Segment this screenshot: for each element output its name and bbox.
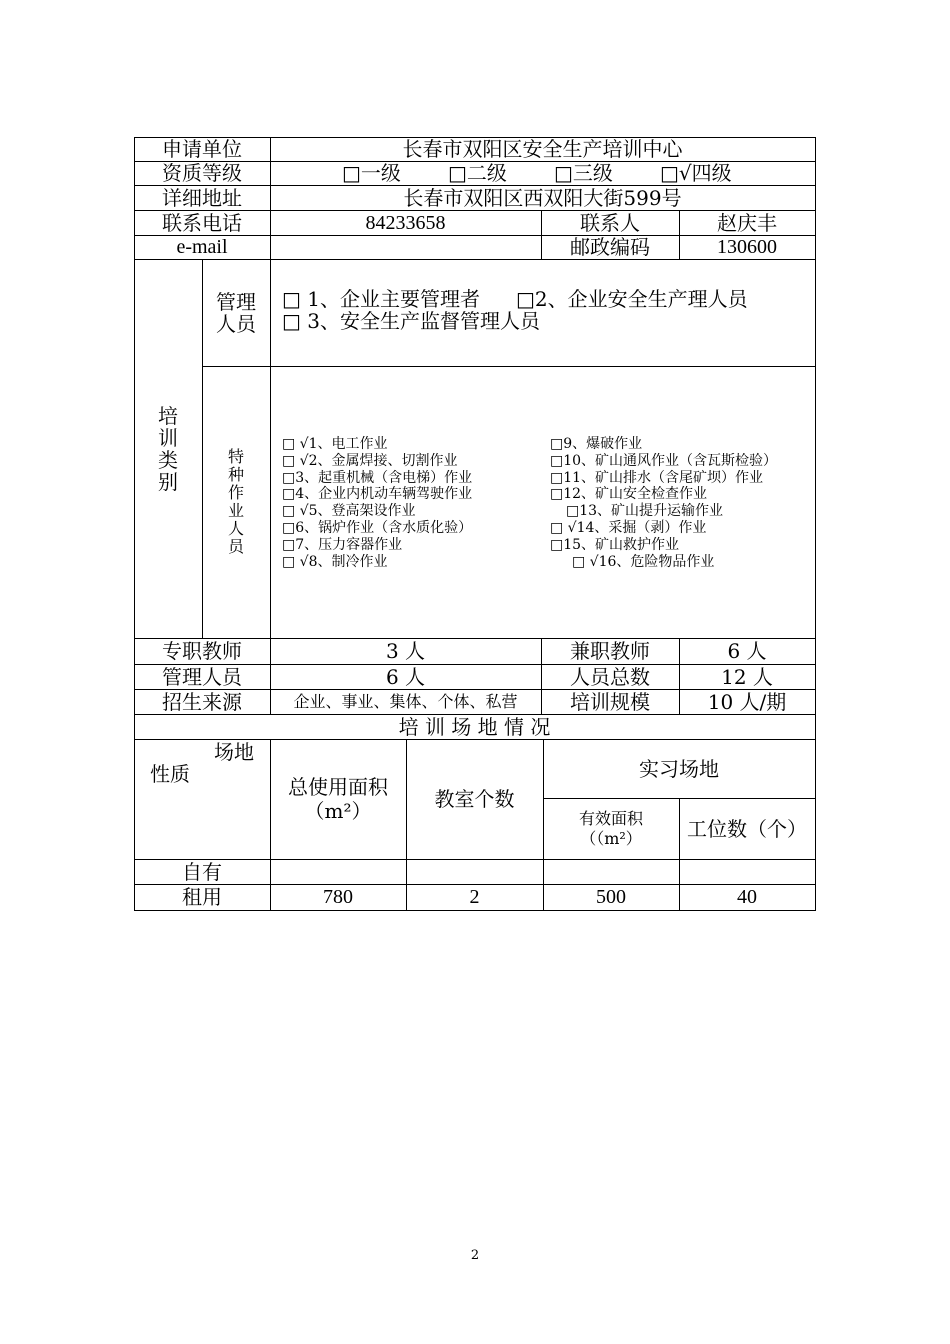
special-item: □12、矿山安全检查作业: [550, 486, 708, 503]
training-category-label: 培 训 类 别: [158, 403, 178, 494]
special-operations-left-list: [282, 436, 472, 570]
parttime-teachers-label: 兼职教师: [570, 639, 650, 663]
special-item: □10、矿山通风作业（含瓦斯检验）: [550, 452, 778, 469]
special-item: □11、矿山排水（含尾矿坝）作业: [550, 469, 764, 486]
contact-value: 赵庆丰: [717, 210, 777, 235]
special-operations-right-list: [550, 436, 777, 570]
special-item: □ √2、金属焊接、切割作业: [282, 452, 458, 469]
special-item: □9、爆破作业: [550, 436, 643, 452]
admin-staff-value: 6 人: [385, 664, 426, 689]
address-value: 长春市双阳区西双阳大街599号: [403, 185, 682, 210]
special-item: □ √16、危险物品作业: [572, 553, 715, 570]
contact-label: 联系人: [580, 210, 640, 235]
site-corner-bottom: 性质: [150, 762, 190, 786]
applicant-value: 长春市双阳区安全生产培训中心: [402, 137, 683, 161]
qualification-level-2: □二级: [448, 161, 507, 185]
special-item: □7、压力容器作业: [282, 536, 403, 553]
total-staff-label: 人员总数: [570, 664, 650, 689]
admin-staff-label: 管理人员: [162, 664, 242, 689]
management-option-3: □ 3、安全生产监督管理人员: [282, 309, 540, 333]
special-item: □15、矿山救护作业: [550, 536, 680, 553]
total-staff-value: 12 人: [721, 664, 773, 689]
enrollment-source-value: 企业、事业、集体、个体、私营: [293, 691, 518, 711]
site-row-rented-classrooms: 2: [469, 886, 480, 908]
qualification-options: [270, 161, 815, 185]
management-personnel-label: 管理 人员: [216, 289, 256, 336]
special-item: □6、锅炉作业（含水质化验）: [282, 519, 473, 536]
effective-area-header: 有效面积 （（m²）: [578, 808, 643, 848]
site-row-owned-stations: [679, 859, 815, 884]
fulltime-teachers-value: 3 人: [385, 639, 426, 663]
site-row-rented-label: 租用: [182, 885, 222, 909]
training-scale-label: 培训规模: [570, 689, 650, 714]
page-number: 2: [470, 1248, 480, 1263]
enrollment-source-label: 招生来源: [162, 689, 242, 714]
site-row-rented-area: 780: [323, 886, 353, 908]
site-corner-top: 场地: [214, 740, 254, 764]
qualification-level-4: □√四级: [660, 161, 732, 185]
qualification-label: 资质等级: [162, 161, 242, 185]
special-item: □ √14、采掘（剥）作业: [550, 519, 707, 536]
site-row-owned-effective: [543, 859, 679, 884]
email-value: [270, 235, 541, 259]
special-item: □4、企业内机动车辆驾驶作业: [282, 486, 473, 503]
qualification-level-3: □三级: [554, 161, 613, 185]
postcode-label: 邮政编码: [570, 235, 650, 259]
parttime-teachers-value: 6 人: [727, 639, 767, 663]
training-scale-value: 10 人/期: [707, 689, 787, 714]
practice-site-header: 实习场地: [639, 756, 719, 781]
area-header: 总使用面积 （m²）: [288, 775, 388, 823]
postcode-value: 130600: [717, 236, 777, 258]
site-row-rented-effective: 500: [596, 886, 626, 908]
management-options: [270, 288, 815, 338]
site-row-owned-label: 自有: [182, 859, 222, 884]
qualification-level-1: □一级: [342, 161, 401, 185]
special-item: □13、矿山提升运输作业: [566, 503, 724, 520]
site-row-owned-classrooms: [406, 859, 543, 884]
special-item: □ √5、登高架设作业: [282, 503, 416, 520]
phone-label: 联系电话: [162, 210, 242, 235]
address-label: 详细地址: [162, 185, 242, 210]
applicant-label: 申请单位: [162, 137, 242, 161]
special-item: □ √1、电工作业: [282, 436, 388, 452]
classroom-count-header: 教室个数: [434, 787, 515, 811]
site-row-rented-stations: 40: [737, 886, 757, 908]
work-stations-header: 工位数（个）: [687, 816, 807, 841]
site-row-owned-area: [270, 859, 406, 884]
fulltime-teachers-label: 专职教师: [162, 639, 242, 663]
phone-value: 84233658: [365, 211, 446, 234]
management-option-2: □2、企业安全生产理人员: [515, 287, 748, 311]
special-item: □ √8、制冷作业: [282, 553, 388, 570]
special-item: □3、起重机械（含电梯）作业: [282, 469, 473, 486]
site-section-title: 培 训 场 地 情 况: [398, 714, 551, 739]
email-label: e-mail: [176, 236, 228, 258]
management-option-1: □ 1、企业主要管理者: [282, 287, 480, 311]
special-operations-label: 特 种 作 业 人 员: [227, 447, 244, 556]
